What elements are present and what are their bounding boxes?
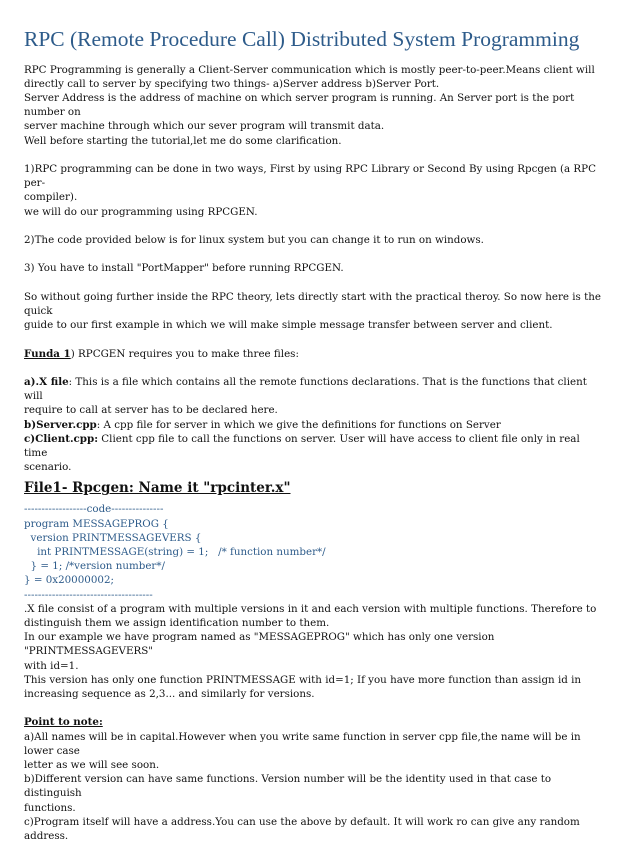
explain-line: In our example we have program named as "MESSAGEPROG" which has only one version "PRINTMESSAGEVERS"	[24, 631, 495, 658]
intro-line: server machine through which our sever program will transmit data.	[24, 120, 385, 133]
client-file-text: Client cpp file to call the functions on server. User will have access to client file only in real time	[24, 432, 580, 460]
explain-line: distinguish them we assign identification number to them.	[24, 617, 330, 630]
note-heading-text: Point to note:	[24, 716, 103, 729]
file1-heading: File1- Rpcgen: Name it "rpcinter.x"	[24, 480, 291, 497]
point-3: 3) You have to install "PortMapper" before running RPCGEN.	[24, 262, 344, 275]
x-file-text: : This is a file which contains all the remote functions declarations. That is the functions that client will	[24, 376, 587, 403]
theory-line: So without going further inside the RPC theory, lets directly start with the practical theroy. So now here is the quick	[24, 290, 601, 318]
point-line: 1)RPC programming can be done in two ways, First by using RPC Library or Second By using Rpcgen (a RPC per-	[24, 163, 596, 190]
point-line: compiler).	[24, 191, 78, 204]
code-line: ------------------code---------------	[24, 503, 164, 516]
note-line: letter as we will see soon.	[24, 759, 160, 772]
point-line: we will do our programming using RPCGEN.	[24, 205, 258, 218]
point-2: 2)The code provided below is for linux system but you can change it to run on windows.	[24, 234, 484, 247]
point-1	[24, 162, 606, 219]
note-heading	[24, 715, 606, 729]
intro-line: Server Address is the address of machine on which server program is running. An Server port is the port number on	[24, 92, 575, 119]
explain-line: This version has only one function PRINTMESSAGE with id=1; If you have more function than assign id in	[24, 673, 582, 686]
server-file-label: b)Server.cpp	[24, 418, 97, 431]
intro-line: RPC Programming is generally a Client-Server communication which is mostly peer-to-peer.Means client will	[24, 63, 595, 76]
page-title: RPC (Remote Procedure Call) Distributed System Programming	[24, 27, 580, 51]
explain-line: increasing sequence as 2,3... and similarly for versions.	[24, 688, 315, 701]
code-line: } = 1; /*version number*/	[24, 560, 165, 573]
notes-list	[24, 730, 606, 843]
note-line: c)Program itself will have a address.You can use the above by default. It will work ro can give any random address.	[24, 815, 580, 843]
theory-line: guide to our first example in which we will make simple message transfer between server and client.	[24, 319, 553, 332]
funda-line	[24, 347, 606, 361]
note-line: b)Different version can have same functions. Version number will be the identity used in that case to distinguish	[24, 773, 552, 800]
client-file-item	[24, 432, 606, 460]
code-line: version PRINTMESSAGEVERS {	[24, 531, 202, 544]
intro-line: directly call to server by specifying two things- a)Server address b)Server Port.	[24, 77, 440, 90]
funda-text: ) RPCGEN requires you to make three files:	[70, 347, 299, 360]
x-file-item	[24, 375, 606, 403]
x-file-text-cont: require to call at server has to be declared here.	[24, 404, 278, 417]
intro-section	[24, 63, 606, 148]
code-line: -------------------------------------	[24, 588, 153, 601]
theory-paragraph	[24, 290, 606, 333]
note-line: functions.	[24, 801, 76, 814]
note-line: a)All names will be in capital.However when you write same function in server cpp file,the name will be in lower case	[24, 730, 581, 757]
code-line: int PRINTMESSAGE(string) = 1; /* function number*/	[24, 546, 326, 559]
client-file-text-cont: scenario.	[24, 461, 72, 474]
files-list	[24, 375, 606, 474]
server-file-item	[24, 418, 606, 432]
server-file-text: : A cpp file for server in which we give the definitions for functions on Server	[96, 418, 501, 431]
funda-label: Funda 1	[24, 347, 71, 360]
client-file-label: c)Client.cpp:	[24, 432, 99, 445]
explain-line: with id=1.	[24, 659, 79, 672]
code-block	[24, 502, 606, 601]
code-line: program MESSAGEPROG {	[24, 517, 169, 530]
code-line: } = 0x20000002;	[24, 574, 114, 587]
explain-line: .X file consist of a program with multiple versions in it and each version with multiple functions. Therefore to	[24, 602, 597, 615]
intro-line: Well before starting the tutorial,let me do some clarification.	[24, 134, 342, 147]
explanation	[24, 602, 606, 701]
x-file-label: a).X file	[24, 376, 69, 389]
